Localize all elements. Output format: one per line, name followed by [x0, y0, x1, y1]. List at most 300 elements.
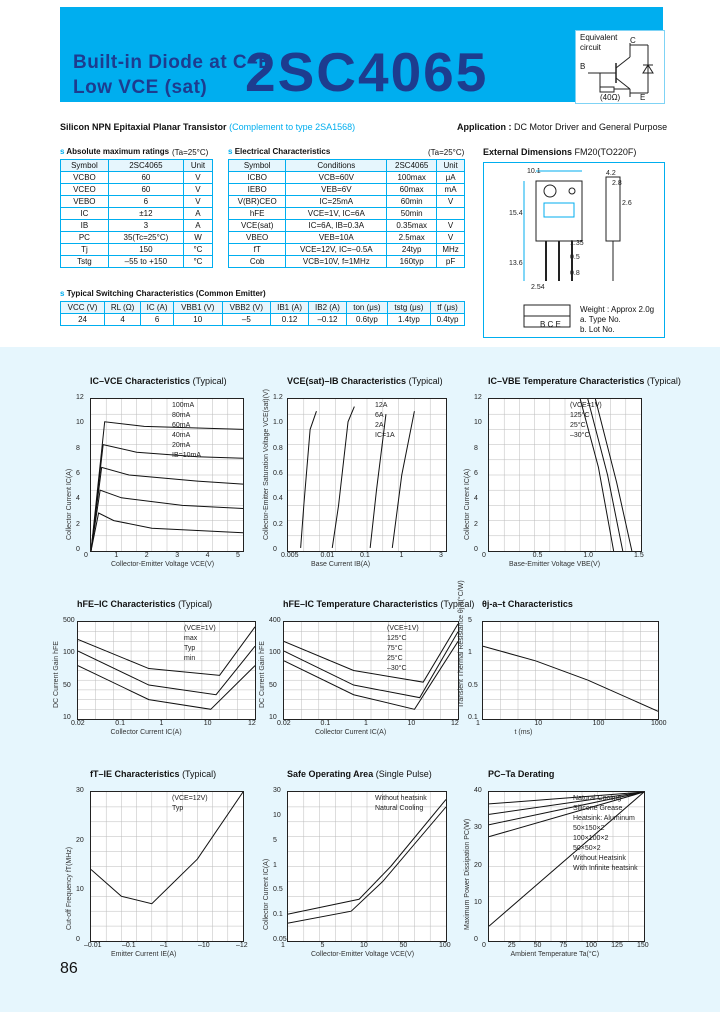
x-tick-label: 1000	[651, 720, 667, 727]
table-cell: V	[437, 220, 465, 232]
curve-annotation: (VCE=1V)	[184, 625, 216, 632]
table-row	[229, 256, 465, 268]
graph-title-text: PC–Ta Derating	[488, 769, 555, 779]
x-axis-label: Collector Current IC(A)	[315, 729, 387, 736]
table-cell: 150	[108, 244, 183, 256]
x-tick-label: 1	[159, 720, 164, 727]
y-tick-label: 1	[468, 649, 472, 657]
graph-svg	[78, 622, 255, 719]
table-cell: Unit	[437, 160, 465, 172]
x-tick-label: 10	[407, 720, 416, 727]
curve-annotation: 100mA	[172, 402, 195, 409]
curve-annotation: 50×150×2	[573, 825, 605, 832]
table-row	[61, 184, 213, 196]
table-cell: VEBO	[61, 196, 109, 208]
x-tick-label: 75	[559, 942, 568, 949]
graph-svg	[91, 399, 243, 551]
abs-max-table	[60, 159, 213, 268]
y-tick-label: 20	[76, 836, 84, 844]
table-cell: RL (Ω)	[105, 302, 141, 314]
dim-width: 10.1	[527, 168, 541, 175]
dim-body: 15.4	[509, 210, 523, 217]
table-cell: VCB=10V, f=1MHz	[286, 256, 387, 268]
table-cell: V	[183, 184, 212, 196]
x-tick-label: 1	[399, 552, 404, 559]
table-cell: –0.12	[309, 314, 347, 326]
table-row	[61, 220, 213, 232]
graph-svg	[288, 399, 446, 551]
graph-svg	[489, 399, 641, 551]
table-row	[61, 314, 465, 326]
y-tick-label: 4	[474, 495, 478, 503]
table-cell: VBB1 (V)	[173, 302, 222, 314]
weight: Weight : Approx 2.0g	[580, 305, 655, 314]
table-cell: VCE=12V, IC=–0.5A	[286, 244, 387, 256]
x-tick-label: 0.1	[320, 720, 331, 727]
curve-annotation: Without Heatsink	[573, 855, 626, 862]
x-tick-label: 1.0	[583, 552, 594, 559]
table-cell: VCEO	[61, 184, 109, 196]
table-cell	[437, 208, 465, 220]
table-cell: fT	[229, 244, 286, 256]
curve	[301, 411, 317, 548]
y-tick-label: 5	[273, 836, 277, 844]
y-tick-label: 6	[76, 470, 80, 477]
curve-annotation: 60mA	[172, 422, 191, 429]
table-cell: ton (μs)	[346, 302, 387, 314]
curve-annotation: min	[184, 655, 196, 662]
graph-svg	[91, 792, 243, 941]
graph-title	[90, 376, 227, 386]
table-cell: 50min	[387, 208, 437, 220]
curve-annotation: 20mA	[172, 442, 191, 449]
table-row	[61, 208, 213, 220]
curve-annotation: –30°C	[570, 432, 590, 439]
table-cell: 2.5max	[387, 232, 437, 244]
equivalent-label-1: Equivalent	[580, 33, 618, 42]
x-tick-label: –0.01	[84, 942, 102, 949]
curve-annotation: 2A	[375, 422, 384, 429]
table-cell: 60	[108, 172, 183, 184]
table-cell: Symbol	[61, 160, 109, 172]
graph-title-text: Safe Operating Area	[287, 769, 374, 779]
curve-annotation: Natural Cooling	[375, 805, 424, 812]
y-tick-label: 10	[269, 714, 277, 721]
table-cell: 60max	[387, 184, 437, 196]
x-tick-label: 0	[84, 552, 88, 559]
y-tick-label: 1.0	[273, 419, 283, 427]
table-cell: V	[437, 232, 465, 244]
mark-b: b. Lot No.	[580, 325, 615, 334]
application-label: Application :	[457, 122, 512, 132]
y-tick-label: 100	[269, 649, 281, 657]
table-row	[61, 196, 213, 208]
graph-plot	[283, 621, 459, 720]
curve-annotation: (VCE=1V)	[570, 402, 602, 409]
elec-cond: (Ta=25°C)	[428, 148, 465, 157]
curve-annotation: Without heatsink	[375, 795, 427, 802]
y-tick-label: 30	[273, 787, 281, 794]
y-tick-label: 500	[63, 617, 75, 624]
graph-subtitle: (Single Pulse)	[375, 769, 432, 779]
x-tick-label: 10	[203, 720, 212, 727]
table-cell: Tstg	[61, 256, 109, 268]
y-tick-label: 12	[76, 394, 84, 401]
graph-title-text: VCE(sat)–IB Characteristics	[287, 376, 407, 386]
y-tick-label: 1.2	[273, 394, 283, 401]
table-cell: V	[183, 196, 212, 208]
table-cell: VEB=10A	[286, 232, 387, 244]
abs-max-cond: (Ta=25°C)	[172, 148, 209, 157]
y-tick-label: 100	[63, 649, 75, 657]
x-axis-label: Base-Emitter Voltage VBE(V)	[509, 561, 601, 568]
curve-annotation: With Infinite heatsink	[573, 865, 638, 872]
table-row	[61, 244, 213, 256]
y-axis-label: Collector-Emitter Saturation Voltage VCE(sat)(V)	[263, 389, 270, 540]
x-tick-label: 4	[205, 552, 210, 559]
table-cell: μA	[437, 172, 465, 184]
curve-annotation: Heatsink: Aluminum	[573, 815, 635, 822]
abs-max-title	[60, 147, 169, 156]
table-cell: IEBO	[229, 184, 286, 196]
y-tick-label: 10	[76, 419, 84, 427]
graph-title-text: fT–IE Characteristics	[90, 769, 180, 779]
graph-plot	[488, 398, 642, 552]
x-tick-label: –0.1	[122, 942, 136, 949]
curve	[392, 411, 414, 548]
graph-title-text: IC–VBE Temperature Characteristics	[488, 376, 645, 386]
y-tick-label: 10	[474, 419, 482, 427]
graph-title-text: θj-a–t Characteristics	[482, 599, 573, 609]
y-tick-label: 400	[269, 617, 281, 624]
graph-title-text: hFE–IC Temperature Characteristics	[283, 599, 438, 609]
graph-title	[283, 599, 474, 609]
y-tick-label: 0.5	[273, 886, 283, 894]
curve-annotation: (VCE=12V)	[172, 795, 208, 802]
graph-plot	[90, 791, 244, 942]
x-tick-label: 1.5	[634, 552, 644, 559]
x-tick-label: 50	[399, 942, 408, 949]
y-tick-label: 20	[474, 861, 482, 869]
y-tick-label: 0.5	[468, 681, 478, 689]
bullet-icon: s	[60, 147, 65, 156]
x-tick-label: 3	[439, 552, 443, 559]
switching-table	[60, 301, 465, 326]
x-tick-label: –10	[198, 942, 210, 949]
table-cell: 0.35max	[387, 220, 437, 232]
table-cell: IC (A)	[141, 302, 174, 314]
table-cell: MHz	[437, 244, 465, 256]
x-tick-label: 0.02	[71, 720, 85, 727]
table-cell: A	[183, 220, 212, 232]
graph-svg	[288, 792, 446, 941]
graph-title	[482, 599, 573, 609]
curve-annotation: (VCE=1V)	[387, 625, 419, 632]
x-tick-label: 0.02	[277, 720, 291, 727]
graph-subtitle: (Typical)	[408, 376, 443, 386]
table-row	[229, 244, 465, 256]
y-axis-label: Maximum Power Dissipation PC(W)	[464, 818, 471, 930]
table-row	[61, 160, 213, 172]
graph-svg	[483, 622, 658, 719]
x-tick-label: 1	[114, 552, 119, 559]
table-cell: ±12	[108, 208, 183, 220]
table-cell: IB	[61, 220, 109, 232]
x-axis-label: Collector Current IC(A)	[110, 729, 182, 736]
table-row	[229, 196, 465, 208]
table-cell: –55 to +150	[108, 256, 183, 268]
x-tick-label: 0.01	[320, 552, 335, 559]
table-cell: PC	[61, 232, 109, 244]
y-tick-label: 0.2	[273, 520, 283, 528]
table-row	[229, 160, 465, 172]
x-tick-label: –1	[160, 942, 168, 949]
page-number: 86	[60, 960, 78, 977]
table-row	[229, 184, 465, 196]
table-cell: A	[183, 208, 212, 220]
y-tick-label: 0.4	[273, 495, 283, 503]
table-cell: VCE(sat)	[229, 220, 286, 232]
curve-annotation: Natural Cooling	[573, 795, 622, 802]
x-axis-label: Collector-Emitter Voltage VCE(V)	[111, 561, 215, 568]
header-feature-2: Low VCE (sat)	[73, 77, 208, 98]
table-cell: mA	[437, 184, 465, 196]
table-cell: 0.6typ	[346, 314, 387, 326]
curve-annotation: 125°C	[570, 412, 590, 419]
x-tick-label: 150	[637, 942, 649, 949]
curve-annotation: 50×50×2	[573, 845, 601, 852]
graph-plot	[287, 398, 447, 552]
graph-subtitle: (Typical)	[646, 376, 681, 386]
table-cell: Unit	[183, 160, 212, 172]
graph-title	[287, 376, 443, 386]
table-cell: W	[183, 232, 212, 244]
y-tick-label: 8	[76, 444, 80, 452]
x-tick-label: 5	[320, 942, 325, 949]
elec-table	[228, 159, 465, 268]
x-axis-label: Ambient Temperature Ta(°C)	[510, 951, 600, 958]
header-feature-1: Built-in Diode at C–E	[73, 52, 272, 73]
table-cell: IC	[61, 208, 109, 220]
dim-depth: 4.2	[606, 170, 616, 177]
x-tick-label: 0.005	[281, 552, 299, 559]
dim-lead-w: 0.8	[570, 270, 580, 277]
table-cell: 160typ	[387, 256, 437, 268]
y-axis-label: Collector Current IC(A)	[464, 468, 471, 540]
table-cell: 6	[141, 314, 174, 326]
table-cell: VBB2 (V)	[222, 302, 271, 314]
y-tick-label: 10	[63, 714, 71, 721]
x-axis-label: Collector-Emitter Voltage VCE(V)	[311, 951, 415, 958]
x-tick-label: 12	[248, 720, 256, 727]
elec-title	[228, 147, 330, 156]
y-tick-label: 0.1	[273, 911, 283, 919]
x-axis-label: Emitter Current IE(A)	[111, 951, 177, 958]
x-tick-label: 0	[482, 942, 486, 949]
x-tick-label: 2	[144, 552, 149, 559]
table-cell: °C	[183, 256, 212, 268]
curve-annotation: IB=10mA	[172, 452, 201, 459]
y-tick-label: 0.6	[273, 470, 283, 477]
table-cell: 6	[108, 196, 183, 208]
graph-title-text: IC–VCE Characteristics	[90, 376, 191, 386]
y-tick-label: 0	[474, 936, 478, 943]
table-cell: VEB=6V	[286, 184, 387, 196]
dim-pitch: 2.54	[531, 284, 545, 291]
table-cell: ICBO	[229, 172, 286, 184]
table-cell: IC=6A, IB=0.3A	[286, 220, 387, 232]
dim-lead-x: 0.5	[570, 254, 580, 261]
table-cell: 3	[108, 220, 183, 232]
abs-max-title-text: Absolute maximum ratings	[66, 147, 170, 156]
x-axis-label: t (ms)	[514, 729, 533, 736]
dim-lead: 13.6	[509, 260, 523, 267]
x-tick-label: 0	[482, 552, 486, 559]
graph-svg	[284, 622, 458, 719]
curve-annotation: Typ	[184, 645, 196, 652]
pin-b-label: B	[580, 62, 586, 71]
y-tick-label: 10	[273, 811, 281, 819]
table-cell: IC=25mA	[286, 196, 387, 208]
table-cell: VCE=1V, IC=6A	[286, 208, 387, 220]
table-row	[229, 172, 465, 184]
curve-annotation: 25°C	[387, 655, 403, 662]
mark-a: a. Type No.	[580, 315, 621, 324]
x-tick-label: 50	[533, 942, 542, 949]
table-cell: Conditions	[286, 160, 387, 172]
curve-annotation: Typ	[172, 805, 184, 812]
y-tick-label: 0	[76, 936, 80, 943]
table-cell: pF	[437, 256, 465, 268]
x-tick-label: 3	[175, 552, 180, 559]
device-subtitle	[60, 122, 355, 132]
pin-c-label: C	[630, 36, 636, 45]
table-cell: VCC (V)	[61, 302, 105, 314]
table-cell: 60	[108, 184, 183, 196]
y-tick-label: 10	[76, 886, 84, 894]
x-tick-label: 100	[439, 942, 451, 949]
graph-title-text: hFE–IC Characteristics	[77, 599, 176, 609]
x-tick-label: 25	[507, 942, 516, 949]
table-cell: IB1 (A)	[271, 302, 309, 314]
y-tick-label: 8	[474, 444, 478, 452]
y-axis-label: Cut-off Frequency fT(MHz)	[66, 846, 73, 930]
table-cell: 2SC4065	[387, 160, 437, 172]
y-tick-label: 50	[269, 681, 277, 689]
y-tick-label: 12	[474, 394, 482, 401]
curve-annotation: max	[184, 635, 198, 642]
equivalent-label-2: circuit	[580, 43, 601, 52]
table-row	[61, 232, 213, 244]
x-tick-label: 100	[585, 942, 598, 949]
ext-title-text: External Dimensions	[483, 147, 573, 157]
x-tick-label: 125	[611, 942, 623, 949]
graph-plot	[90, 398, 244, 552]
application	[457, 122, 667, 132]
table-cell: V	[437, 196, 465, 208]
x-tick-label: –12	[236, 942, 248, 949]
x-axis-label: Base Current IB(A)	[311, 561, 371, 568]
table-row	[229, 208, 465, 220]
table-cell: 24	[61, 314, 105, 326]
y-tick-label: 50	[63, 681, 71, 689]
dim-tab: 2.8	[612, 180, 622, 187]
y-tick-label: 2	[474, 520, 478, 528]
dim-side: 2.6	[622, 200, 632, 207]
table-cell: 24typ	[387, 244, 437, 256]
graph-plot	[482, 621, 659, 720]
x-tick-label: 1	[281, 942, 285, 949]
y-tick-label: 0.05	[273, 936, 287, 943]
graph-title	[77, 599, 212, 609]
bullet-icon: s	[60, 289, 65, 298]
y-axis-label: Collector Current IC(A)	[66, 468, 73, 540]
table-cell: hFE	[229, 208, 286, 220]
curve-annotation: Silicone Grease	[573, 805, 623, 812]
y-tick-label: 10	[474, 898, 482, 906]
pin-order: B C E	[540, 320, 561, 329]
y-axis-label: Collector Current IC(A)	[263, 858, 270, 930]
graph-title	[90, 769, 216, 779]
table-cell: 0.4typ	[430, 314, 464, 326]
y-tick-label: 40	[474, 787, 482, 794]
table-cell: Symbol	[229, 160, 286, 172]
table-cell: tstg (μs)	[387, 302, 430, 314]
table-cell: 4	[105, 314, 141, 326]
curve-annotation: 100×100×2	[573, 835, 609, 842]
y-tick-label: 0.8	[273, 444, 283, 452]
part-number: 2SC4065	[245, 41, 489, 103]
y-tick-label: 2	[76, 520, 80, 528]
bullet-icon: s	[228, 147, 233, 156]
y-axis-label: DC Current Gain hFE	[53, 641, 60, 708]
x-tick-label: 5	[236, 552, 240, 559]
table-row	[229, 232, 465, 244]
table-cell: 10	[173, 314, 222, 326]
graph-title	[488, 769, 554, 779]
x-tick-label: 1	[364, 720, 368, 727]
x-tick-label: 0.1	[115, 720, 125, 727]
table-cell: 0.12	[271, 314, 309, 326]
y-tick-label: 4	[76, 495, 80, 503]
curve-annotation: 75°C	[387, 645, 403, 652]
y-axis-label: DC Current Gain hFE	[259, 641, 266, 708]
x-tick-label: 100	[592, 720, 605, 727]
graph-subtitle: (Typical)	[192, 376, 227, 386]
table-row	[61, 256, 213, 268]
pin-e-label: E	[640, 93, 646, 102]
curve-annotation: IC=1A	[375, 432, 395, 439]
table-cell: 35(Tc=25°C)	[108, 232, 183, 244]
table-cell: 100max	[387, 172, 437, 184]
y-tick-label: 5	[468, 617, 472, 624]
device-type: Silicon NPN Epitaxial Planar Transistor	[60, 122, 227, 132]
table-cell: VBEO	[229, 232, 286, 244]
curve-annotation: 6A	[375, 412, 384, 419]
y-axis-label: Transient Thermal Resistance θj-a(°C/W)	[458, 580, 465, 708]
x-tick-label: 10	[360, 942, 368, 949]
curve-annotation: 25°C	[570, 422, 586, 429]
graph-subtitle: (Typical)	[178, 599, 213, 609]
graph-title	[488, 376, 681, 386]
graph-title	[287, 769, 432, 779]
table-cell: Tj	[61, 244, 109, 256]
table-row	[61, 172, 213, 184]
curve-annotation: 125°C	[387, 635, 407, 642]
table-cell: 60min	[387, 196, 437, 208]
table-cell: VCBO	[61, 172, 109, 184]
x-tick-label: 0.5	[532, 552, 543, 559]
